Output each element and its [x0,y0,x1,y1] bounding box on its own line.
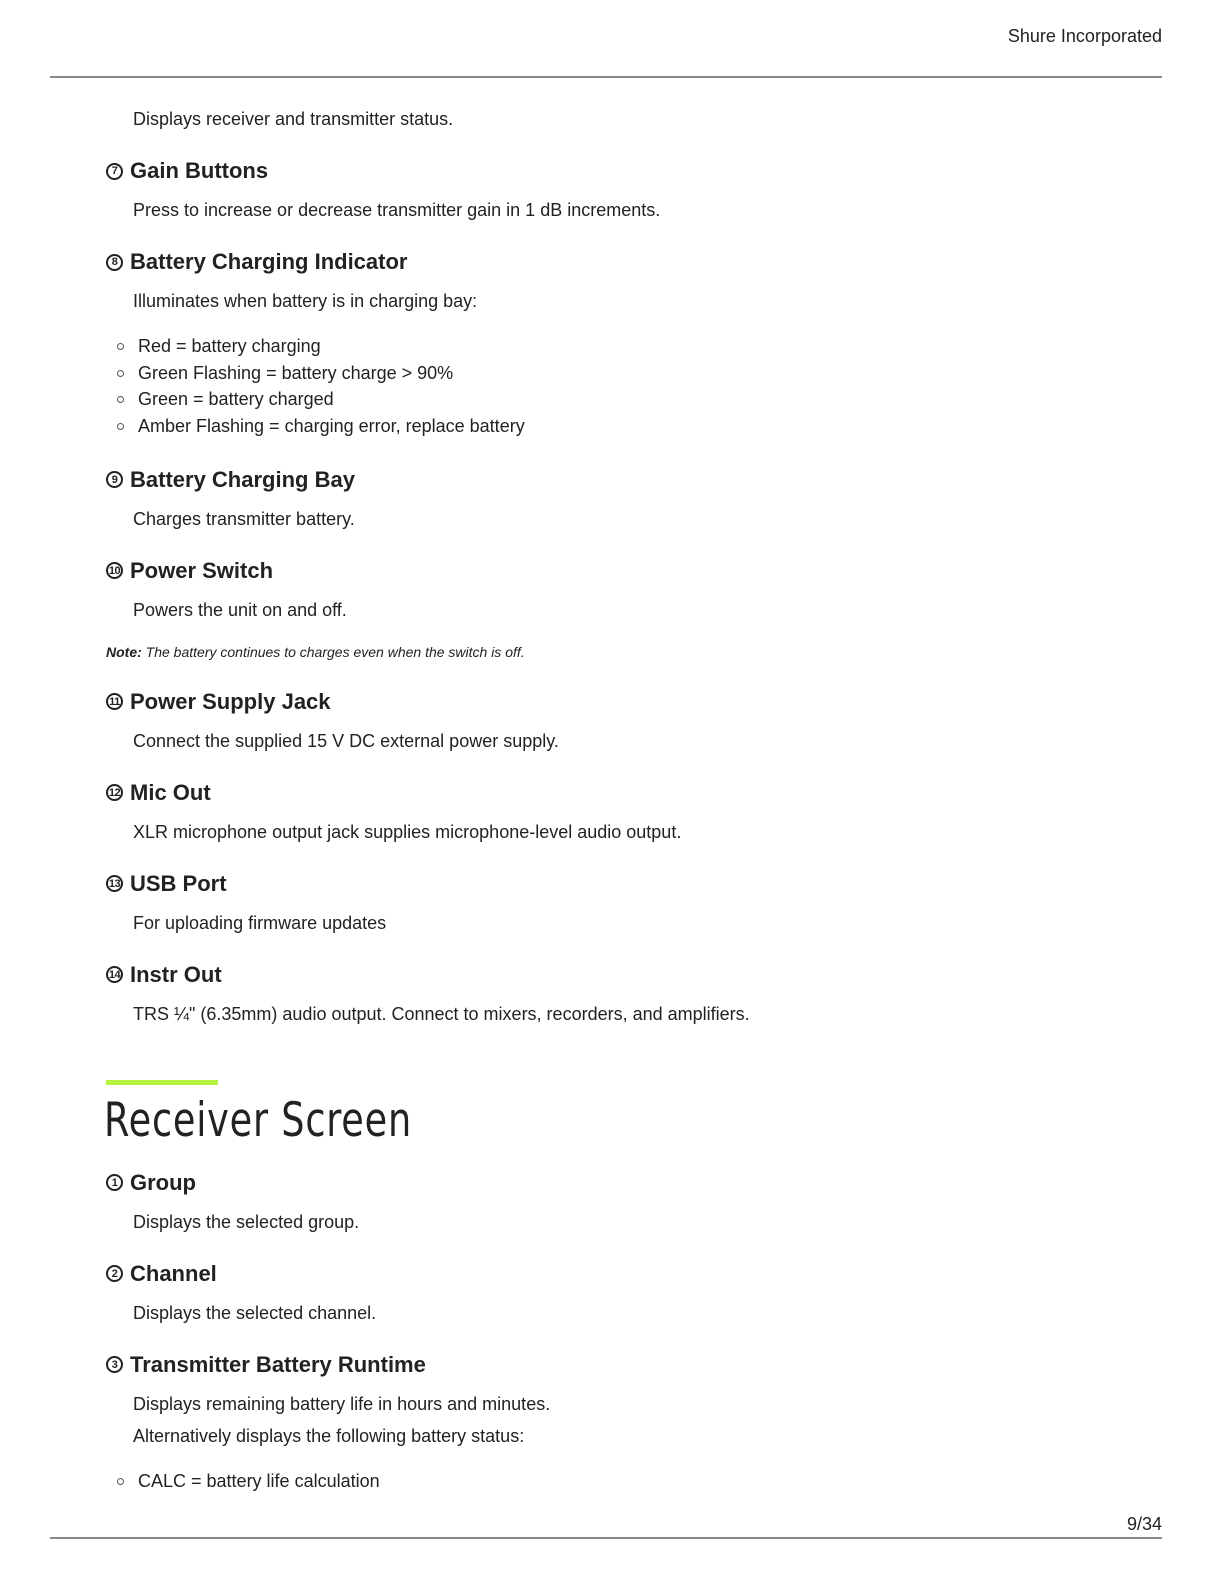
list-item-text: Green = battery charged [138,389,334,410]
footer-divider [50,1537,1162,1539]
heading-text: Instr Out [130,961,222,987]
number-badge-icon: 7 [106,163,123,180]
heading-usb-port [106,870,1156,898]
heading-text: Power Switch [130,557,274,583]
bullet-icon [117,370,124,377]
note [106,642,1156,662]
bullet-icon [117,423,124,430]
heading-power-switch [106,557,1156,585]
item-description: TRS ¼" (6.35mm) audio output. Connect to mixers, recorders, and amplifiers. [133,1003,750,1024]
list-item [106,386,1156,413]
battery-status-list [106,1468,1156,1495]
item-description: Displays the selected group. [133,1211,360,1232]
heading-text: Transmitter Battery Runtime [130,1351,426,1377]
heading-channel [106,1260,1156,1288]
heading-text: Channel [130,1260,217,1286]
heading-text: USB Port [130,870,227,896]
intro-text: Displays receiver and transmitter status. [133,109,454,129]
heading-text: Group [130,1169,196,1195]
heading-text: Mic Out [130,779,211,805]
note-label: Note: [106,643,142,660]
heading-battery-charging-indicator [106,248,1156,276]
list-item [106,333,1156,360]
heading-transmitter-battery-runtime [106,1351,1156,1379]
item-description: Illuminates when battery is in charging bay: [133,291,478,311]
note-text: The battery continues to charges even when the switch is off. [145,643,525,660]
number-badge-icon: 11 [106,693,123,710]
list-item-text: CALC = battery life calculation [138,1470,380,1491]
number-badge-icon: 10 [106,562,123,579]
number-badge-icon: 14 [106,966,123,983]
list-item-text: Amber Flashing = charging error, replace battery [138,416,525,437]
header-divider [50,76,1162,78]
item-description: For uploading firmware updates [133,912,387,933]
indicator-list [106,333,1156,440]
number-badge-icon: 2 [106,1265,123,1282]
heading-text: Power Supply Jack [130,688,331,714]
list-item [106,360,1156,387]
list-item-text: Green Flashing = battery charge > 90% [138,362,454,383]
number-badge-icon: 9 [106,471,123,488]
bullet-icon [117,396,124,403]
item-description: Charges transmitter battery. [133,508,355,529]
item-description: Press to increase or decrease transmitter gain in 1 dB increments. [133,200,661,220]
heading-mic-out [106,779,1156,807]
page-content [106,107,1156,1495]
bullet-icon [117,343,124,350]
item-description: Connect the supplied 15 V DC external power supply. [133,730,559,751]
list-item-text: Red = battery charging [138,336,321,356]
item-description: Displays the selected channel. [133,1302,377,1323]
item-description: Displays remaining battery life in hours and minutes. [133,1393,551,1414]
number-badge-icon: 8 [106,254,123,271]
bullet-icon [117,1478,124,1485]
item-description: Powers the unit on and off. [133,599,347,620]
page-number: 9/34 [1126,1514,1162,1534]
list-item [106,1468,1156,1495]
section-title: Receiver Screen [104,1092,412,1148]
number-badge-icon: 3 [106,1356,123,1373]
heading-instr-out [106,961,1156,989]
item-description: XLR microphone output jack supplies microphone-level audio output. [133,821,682,842]
heading-text: Battery Charging Indicator [130,249,408,274]
heading-group [106,1169,1156,1197]
number-badge-icon: 12 [106,784,123,801]
list-item [106,413,1156,440]
receiver-screen-section [106,1080,1156,1495]
heading-text: Gain Buttons [130,158,269,183]
section-accent-bar [106,1080,218,1085]
heading-battery-charging-bay [106,466,1156,494]
item-description-extra: Alternatively displays the following battery status: [133,1425,525,1446]
number-badge-icon: 13 [106,875,123,892]
heading-power-supply-jack [106,688,1156,716]
heading-text: Battery Charging Bay [130,466,355,492]
heading-gain-buttons [106,157,1156,185]
number-badge-icon: 1 [106,1174,123,1191]
header-company: Shure Incorporated [1007,26,1162,46]
